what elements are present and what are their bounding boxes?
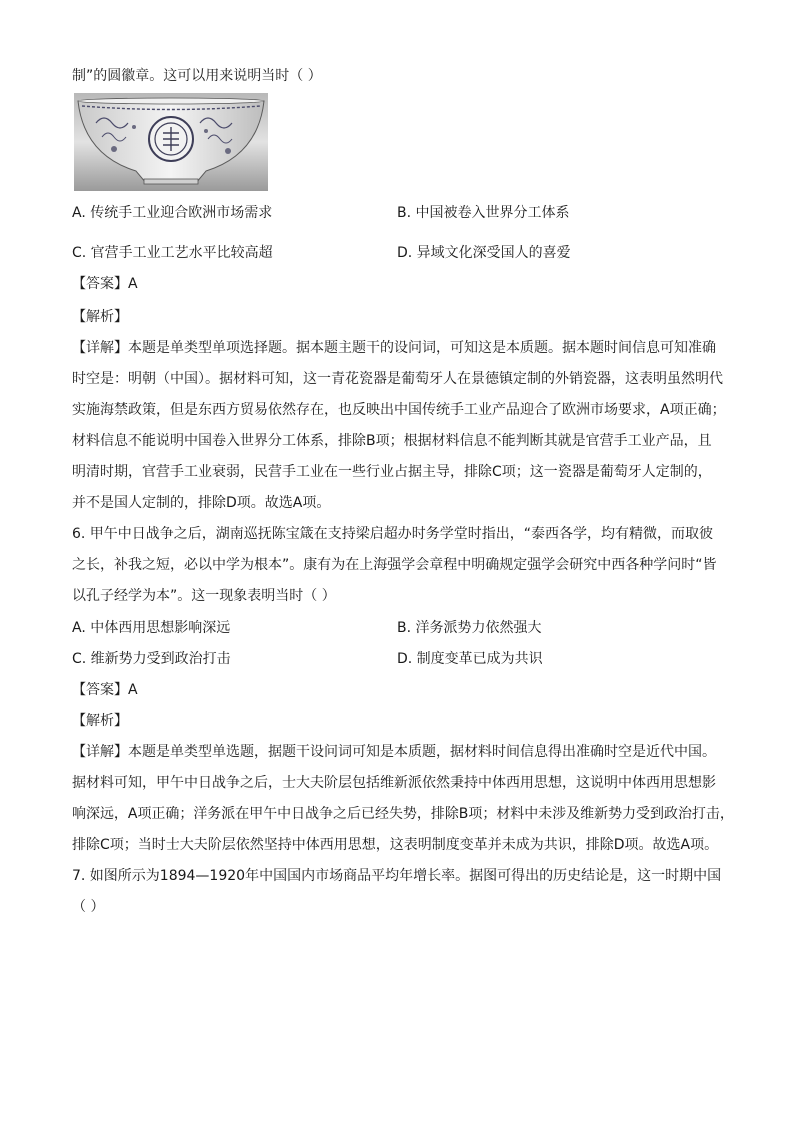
q6-option-b: B. 洋务派势力依然强大	[397, 620, 542, 636]
q6-stem-line: 以孔子经学为本”。这一现象表明当时（ ）	[72, 588, 336, 604]
q7-stem-line: （ ）	[72, 899, 105, 915]
q5-detail-line: 时空是：明朝（中国）。据材料可知，这一青花瓷器是葡萄牙人在景德镇定制的外销瓷器，这表明虽然明代	[72, 371, 723, 387]
q6-detail-line: 响深远，A项正确；洋务派在甲午中日战争之后已经失势，排除B项；材料中未涉及维新势力受到政治打击，	[72, 806, 734, 822]
q7-stem-line: 7. 如图所示为1894—1920年中国国内市场商品平均年增长率。据图可得出的历史结论是，这一时期中国	[72, 868, 722, 884]
q6-answer: 【答案】A	[72, 682, 138, 698]
porcelain-bowl-image	[74, 93, 268, 191]
q6-stem-line: 6. 甲午中日战争之后，湖南巡抚陈宝箴在支持梁启超办时务学堂时指出，“泰西各学，均有精微，而取彼	[72, 526, 714, 542]
q6-option-a: A. 中体西用思想影响深远	[72, 620, 231, 636]
q6-detail-line: 排除C项；当时士大夫阶层依然坚持中体西用思想，这表明制度变革并未成为共识，排除D项。故选A项。	[72, 837, 719, 853]
q6-option-c: C. 维新势力受到政治打击	[72, 651, 231, 667]
q6-option-d: D. 制度变革已成为共识	[397, 651, 543, 667]
q6-detail-line: 【详解】本题是单类型单选题，据题干设问词可知是本质题，据材料时间信息得出准确时空是近代中国。	[72, 744, 716, 760]
q5-answer: 【答案】A	[72, 276, 138, 292]
q5-detail-line: 明清时期，官营手工业衰弱，民营手工业在一些行业占据主导，排除C项；这一瓷器是葡萄牙人定制的，	[72, 464, 712, 480]
q5-detail-line: 材料信息不能说明中国卷入世界分工体系，排除B项；根据材料信息不能判断其就是官营手工业产品，且	[72, 433, 712, 449]
q5-analysis-label: 【解析】	[72, 309, 128, 325]
q5-detail-line: 实施海禁政策，但是东西方贸易依然存在，也反映出中国传统手工业产品迎合了欧洲市场要求，A项正确；	[72, 402, 726, 418]
q5-stem-tail: 制”的圆徽章。这可以用来说明当时（ ）	[72, 68, 322, 84]
q5-option-c: C. 官营手工业工艺水平比较高超	[72, 245, 273, 261]
q6-detail-line: 据材料可知，甲午中日战争之后，士大夫阶层包括维新派依然秉持中体西用思想，这说明中体西用思想影	[72, 775, 716, 791]
q5-option-a: A. 传统手工业迎合欧洲市场需求	[72, 205, 273, 221]
q5-detail-line: 【详解】本题是单类型单项选择题。据本题主题干的设问词，可知这是本质题。据本题时间信息可知准确	[72, 340, 716, 356]
q6-analysis-label: 【解析】	[72, 713, 128, 729]
q5-option-d: D. 异域文化深受国人的喜爱	[397, 245, 571, 261]
q5-option-b: B. 中国被卷入世界分工体系	[397, 205, 570, 221]
q6-stem-line: 之长，补我之短，必以中学为根本”。康有为在上海强学会章程中明确规定强学会研究中西各种学问时“皆	[72, 557, 717, 573]
q5-detail-line: 并不是国人定制的，排除D项。故选A项。	[72, 495, 331, 511]
